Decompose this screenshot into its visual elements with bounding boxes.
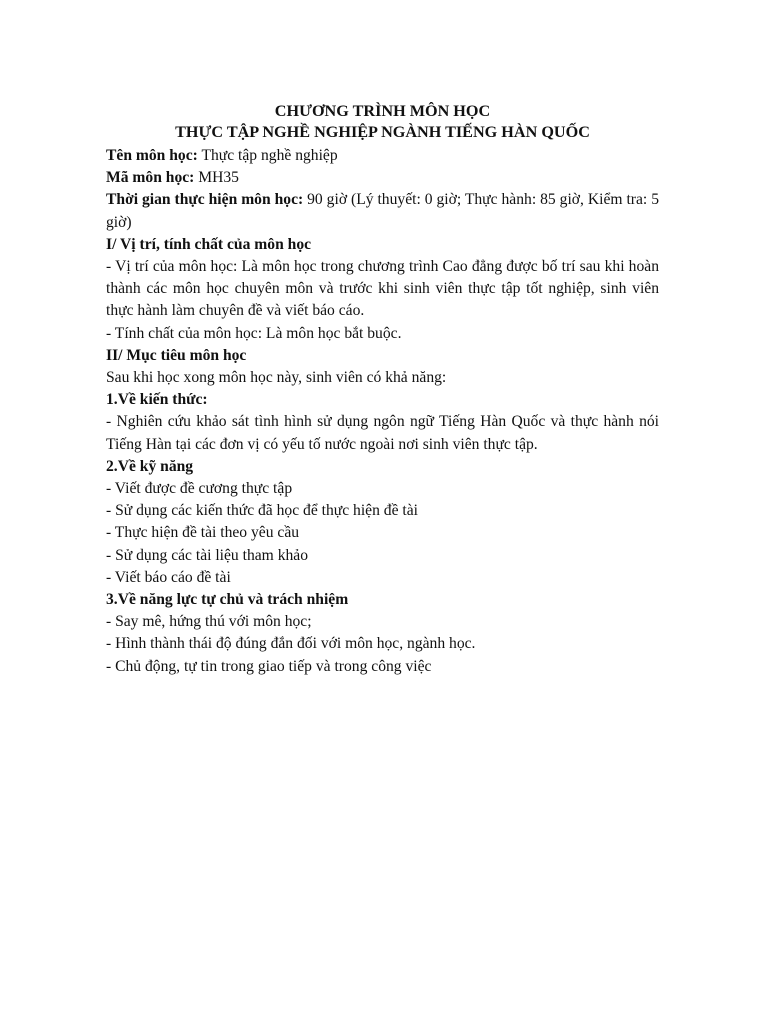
- skills-item: - Viết được đề cương thực tập: [106, 480, 293, 498]
- skills-item: - Sử dụng các kiến thức đã học để thực hiện đề tài: [106, 502, 419, 520]
- course-time-label: Thời gian thực hiện môn học:: [106, 191, 304, 209]
- course-name-label: Tên môn học:: [106, 147, 198, 164]
- section2-heading: II/ Mục tiêu môn học: [106, 346, 247, 364]
- skills-item: - Sử dụng các tài liệu tham khảo: [106, 546, 309, 564]
- section2-intro: Sau khi học xong môn học này, sinh viên có khả năng:: [106, 369, 447, 387]
- knowledge-heading: 1.Về kiến thức:: [106, 391, 208, 409]
- course-name: [106, 145, 659, 167]
- section1-item-position: - Vị trí của môn học: Là môn học trong chương trình Cao đẳng được bố trí sau khi hoàn thành các môn học chuyên môn và trước khi sinh viên thực tập tốt nghiệp, sinh viên thực hành làm chuyên đề và viết báo cáo.: [106, 258, 659, 320]
- course-code: [106, 167, 659, 189]
- course-time: [106, 189, 659, 233]
- course-time-value: 90 giờ (Lý thuyết: 0 giờ; Thực hành: 85 giờ, Kiểm tra: 5 giờ): [106, 191, 659, 231]
- autonomy-heading: 3.Về năng lực tự chủ và trách nhiệm: [106, 591, 349, 609]
- section1-item-nature: - Tính chất của môn học: Là môn học bắt buộc.: [106, 324, 402, 342]
- autonomy-item: - Hình thành thái độ đúng đắn đối với môn học, ngành học.: [106, 635, 476, 653]
- autonomy-item: - Say mê, hứng thú với môn học;: [106, 613, 312, 631]
- course-code-label: Mã môn học:: [106, 169, 195, 187]
- course-name-value: Thực tập nghề nghiệp: [197, 147, 338, 164]
- skills-heading: 2.Về kỹ năng: [106, 457, 194, 475]
- document-title-line2: THỰC TẬP NGHỀ NGHIỆP NGÀNH TIẾNG HÀN QUỐC: [175, 123, 590, 141]
- course-code-value: MH35: [194, 169, 239, 187]
- document-body: [106, 101, 659, 678]
- section1-heading: I/ Vị trí, tính chất của môn học: [106, 235, 312, 253]
- knowledge-item: - Nghiên cứu khảo sát tình hình sử dụng ngôn ngữ Tiếng Hàn Quốc và thực hành nói Tiếng Hàn tại các đơn vị có yếu tố nước ngoài nơi sinh viên thực tập.: [106, 413, 659, 453]
- skills-item: - Viết báo cáo đề tài: [106, 568, 231, 586]
- skills-item: - Thực hiện đề tài theo yêu cầu: [106, 524, 300, 542]
- document-title-line1: CHƯƠNG TRÌNH MÔN HỌC: [274, 102, 491, 120]
- autonomy-item: - Chủ động, tự tin trong giao tiếp và trong công việc: [106, 657, 432, 675]
